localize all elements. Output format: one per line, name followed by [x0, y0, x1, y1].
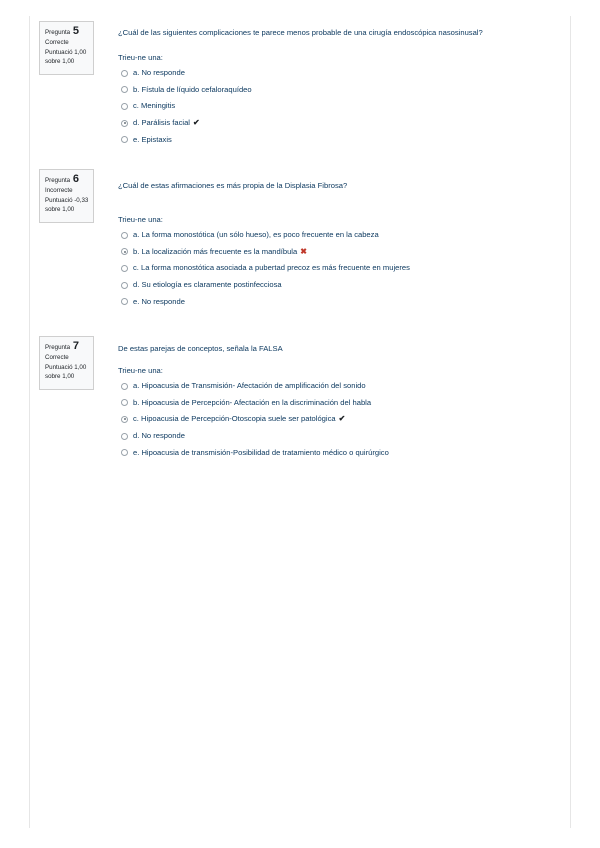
answer-option[interactable] — [118, 82, 558, 99]
answer-radio[interactable] — [121, 282, 128, 289]
answer-label: d. No responde — [133, 431, 185, 441]
answer-radio[interactable] — [121, 298, 128, 305]
question-number: 5 — [72, 25, 79, 37]
answer-option[interactable] — [118, 378, 558, 395]
question-grade-max: sobre 1,00 — [45, 373, 75, 380]
page-border-left — [29, 16, 30, 828]
answer-radio[interactable] — [121, 120, 128, 127]
question-number-line — [45, 341, 93, 353]
question-grade-max: sobre 1,00 — [45, 206, 75, 213]
answer-label: b. La localización más frecuente es la mandíbula — [133, 246, 298, 256]
answer-option[interactable] — [118, 98, 558, 115]
question-number-line — [45, 26, 93, 38]
answer-option[interactable] — [118, 444, 558, 461]
answer-radio[interactable] — [121, 416, 128, 423]
answer-option[interactable] — [118, 244, 558, 261]
answer-label: c. Hipoacusia de Percepción-Otoscopia suele ser patológica — [133, 414, 336, 424]
answer-option[interactable] — [118, 115, 558, 132]
question-text: ¿Cuál de estas afirmaciones es más propia de la Displasia Fibrosa? — [118, 181, 348, 190]
answer-option[interactable] — [118, 411, 558, 428]
answer-option[interactable] — [118, 65, 558, 82]
answer-label: e. Epistaxis — [133, 134, 172, 144]
answer-radio[interactable] — [121, 399, 128, 406]
answer-label: d. Su etiología es claramente postinfecciosa — [133, 280, 282, 290]
answer-radio[interactable] — [121, 248, 128, 255]
question-text: De estas parejas de conceptos, señala la FALSA — [118, 344, 283, 353]
answer-radio[interactable] — [121, 383, 128, 390]
answer-label: b. Hipoacusia de Percepción- Afectación en la discriminación del habla — [133, 397, 372, 407]
question-label: Pregunta — [45, 177, 71, 184]
answer-option[interactable] — [118, 293, 558, 310]
answer-label: a. La forma monostótica (un sólo hueso), es poco frecuente en la cabeza — [133, 230, 379, 240]
question-state: Incorrecte — [45, 187, 73, 194]
answer-list — [118, 65, 558, 148]
question-content — [118, 343, 558, 461]
question-grade: Puntuació -0,33 — [45, 197, 89, 204]
answer-radio[interactable] — [121, 86, 128, 93]
question-grade: Puntuació 1,00 — [45, 49, 87, 56]
answer-prompt: Trieu-ne una: — [118, 53, 163, 62]
question-state: Correcte — [45, 354, 69, 361]
answer-radio[interactable] — [121, 449, 128, 456]
page-border-right — [570, 16, 571, 828]
answer-label: d. Parálisis facial — [133, 118, 190, 128]
answer-radio[interactable] — [121, 232, 128, 239]
answer-list — [118, 227, 558, 310]
answer-option[interactable] — [118, 395, 558, 412]
check-icon: ✔ — [338, 414, 346, 424]
answer-label: c. La forma monostótica asociada a pubertad precoz es más frecuente en mujeres — [133, 263, 410, 273]
question-label: Pregunta — [45, 344, 71, 351]
question-content — [118, 180, 558, 310]
answer-radio[interactable] — [121, 103, 128, 110]
cross-icon: ✖ — [300, 246, 307, 256]
answer-prompt: Trieu-ne una: — [118, 215, 163, 224]
question-number: 7 — [72, 340, 79, 352]
check-icon: ✔ — [192, 118, 200, 128]
answer-option[interactable] — [118, 277, 558, 294]
question-number-line — [45, 174, 93, 186]
question-number: 6 — [72, 173, 79, 185]
question-content — [118, 27, 558, 148]
question-grade: Puntuació 1,00 — [45, 364, 87, 371]
answer-label: e. Hipoacusia de transmisión-Posibilidad de tratamiento médico o quirúrgico — [133, 447, 389, 457]
question-state: Correcte — [45, 39, 69, 46]
answer-radio[interactable] — [121, 136, 128, 143]
answer-label: b. Fístula de líquido cefaloraquídeo — [133, 84, 252, 94]
answer-option[interactable] — [118, 428, 558, 445]
answer-prompt: Trieu-ne una: — [118, 366, 163, 375]
answer-radio[interactable] — [121, 265, 128, 272]
question-info — [39, 169, 94, 223]
answer-label: e. No responde — [133, 296, 185, 306]
question-grade-max: sobre 1,00 — [45, 58, 75, 65]
answer-radio[interactable] — [121, 433, 128, 440]
answer-radio[interactable] — [121, 70, 128, 77]
question-text: ¿Cuál de las siguientes complicaciones te parece menos probable de una cirugía endoscópica nasosinusal? — [118, 28, 483, 37]
answer-list — [118, 378, 558, 461]
answer-label: c. Meningitis — [133, 101, 176, 111]
question-info — [39, 336, 94, 390]
answer-option[interactable] — [118, 131, 558, 148]
question-info — [39, 21, 94, 75]
question-label: Pregunta — [45, 29, 71, 36]
answer-label: a. No responde — [133, 68, 185, 78]
answer-label: a. Hipoacusia de Transmisión- Afectación de amplificación del sonido — [133, 381, 366, 391]
answer-option[interactable] — [118, 260, 558, 277]
answer-option[interactable] — [118, 227, 558, 244]
